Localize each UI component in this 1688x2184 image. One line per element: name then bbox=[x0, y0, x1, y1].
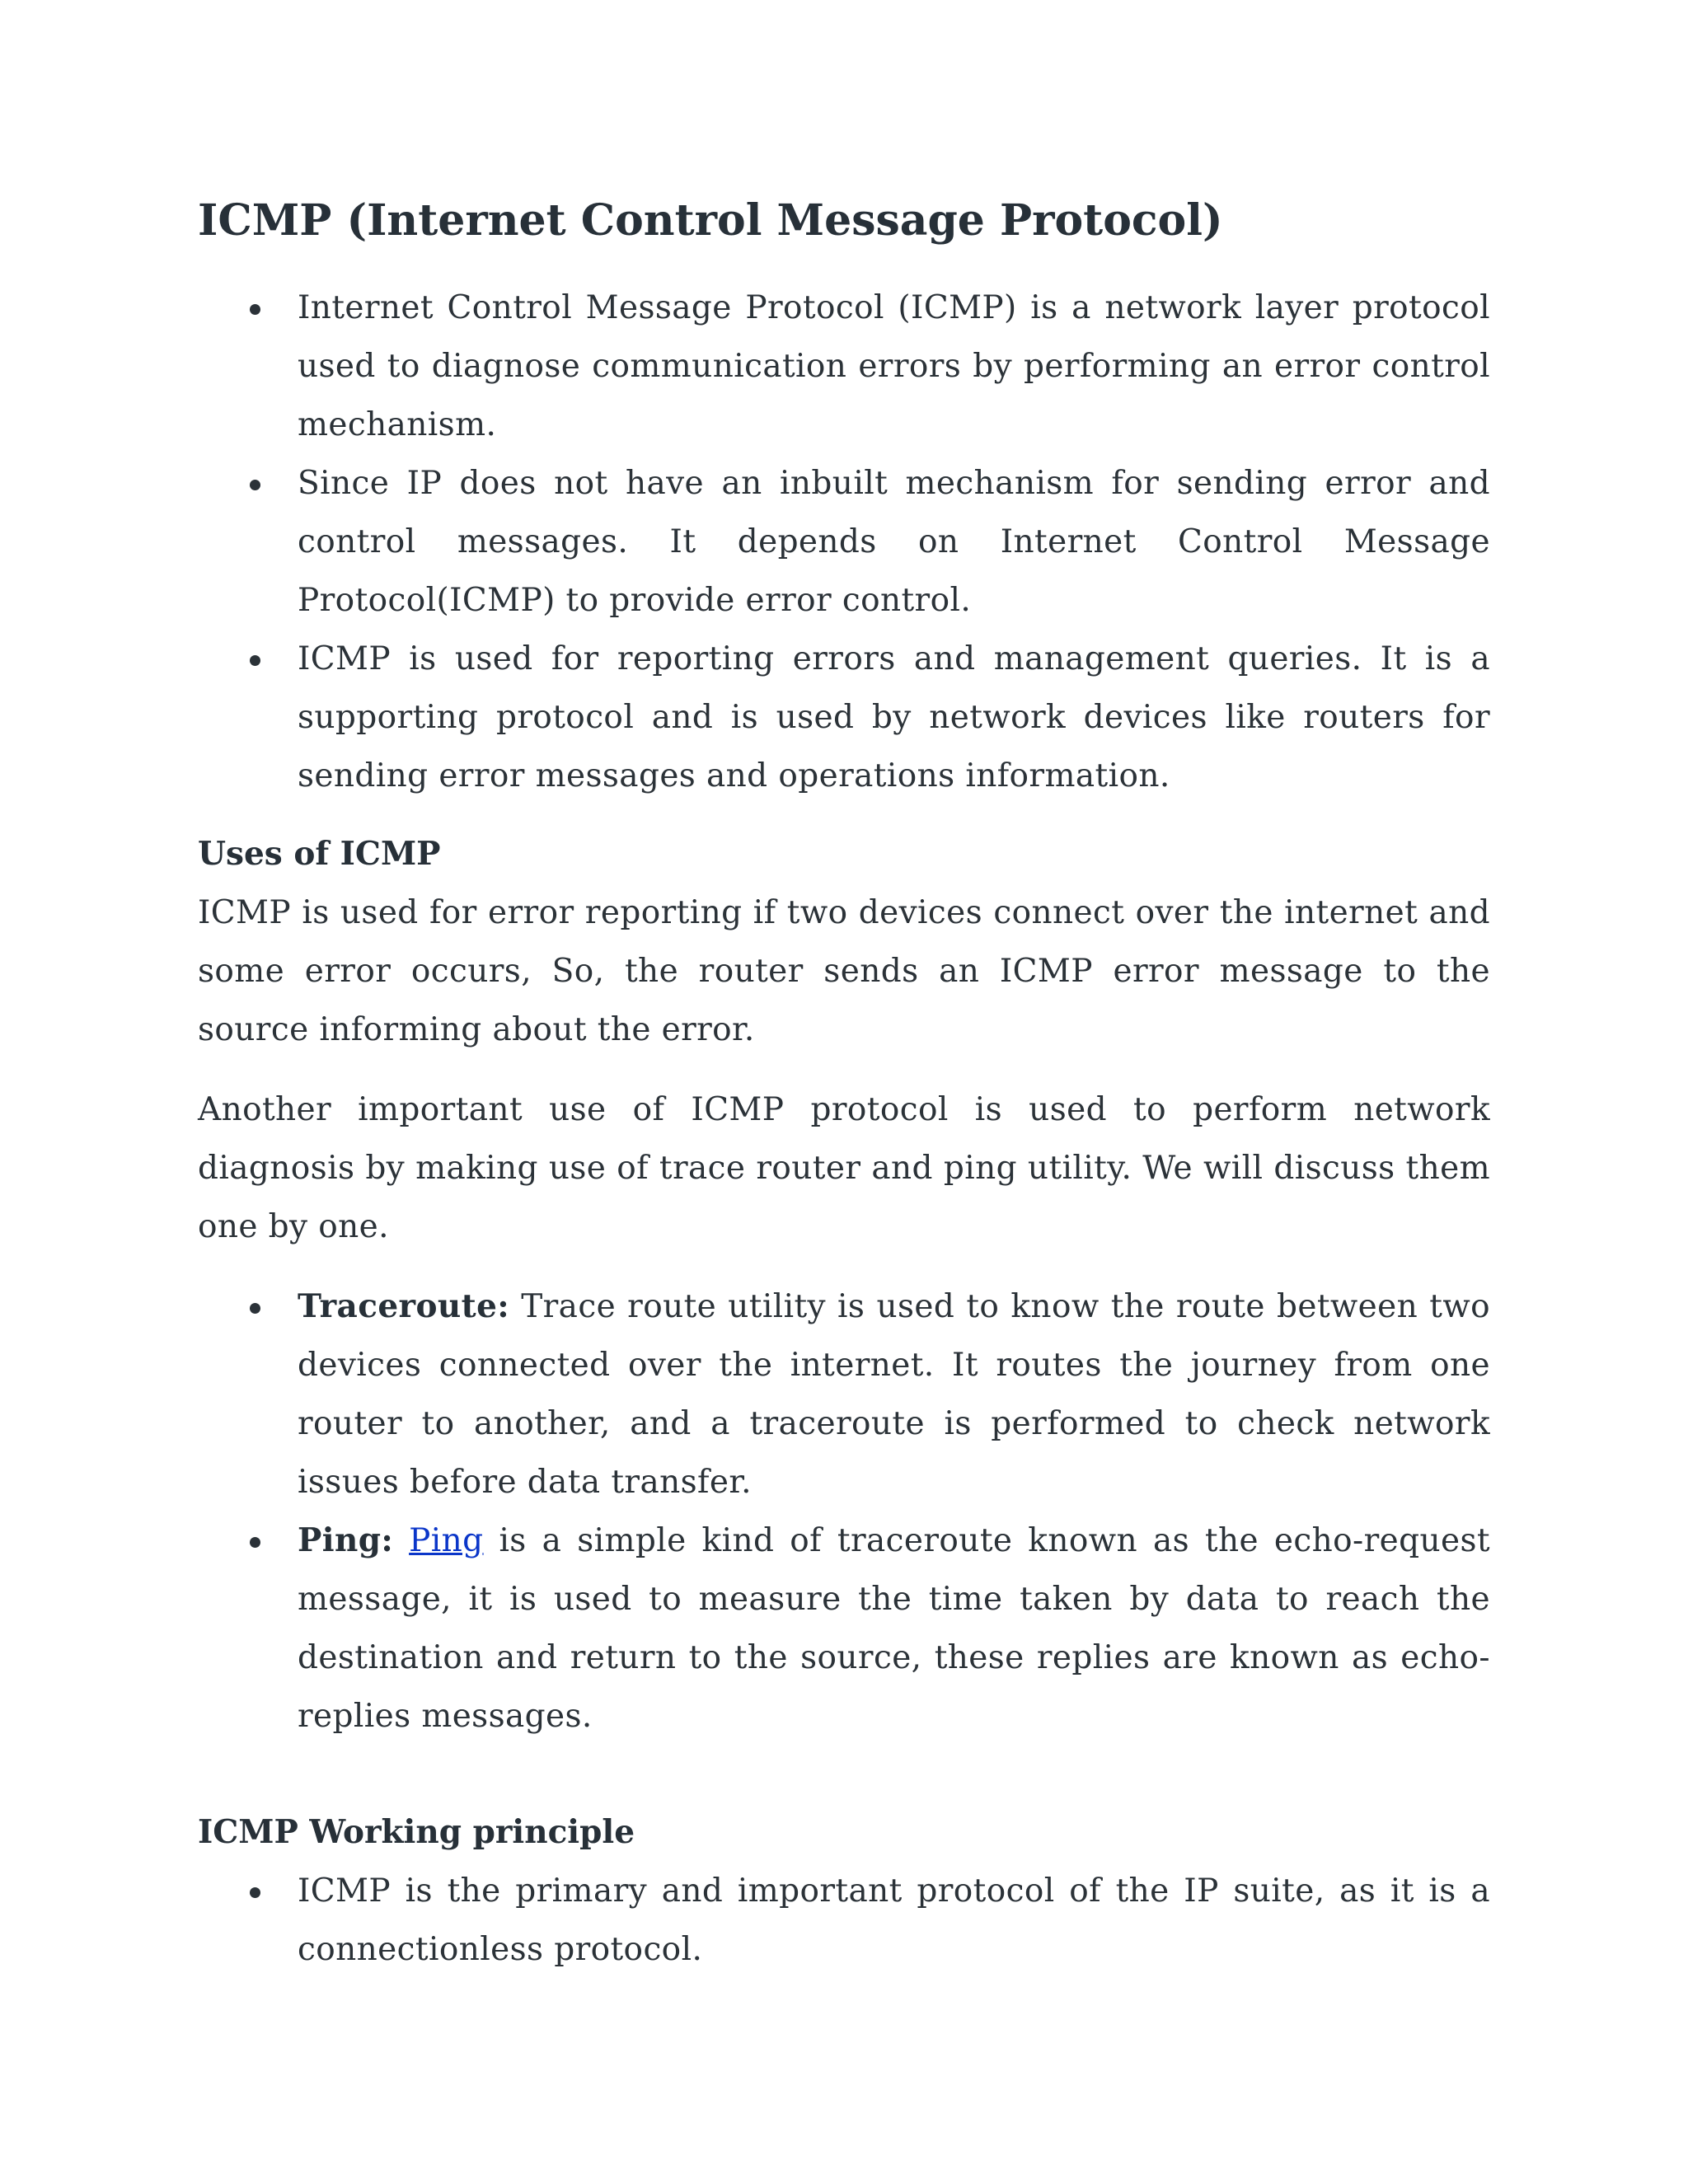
uses-heading: Uses of ICMP bbox=[198, 835, 441, 873]
traceroute-term: Traceroute: bbox=[298, 1287, 510, 1325]
list-item-text: Internet Control Message Protocol (ICMP) is a network layer protocol used to diagnose communication errors by performing an error control mechanism. bbox=[298, 289, 1490, 443]
uses-paragraph-1: ICMP is used for error reporting if two devices connect over the internet and some error occurs, So, the router sends an ICMP error message to the source informing about the error. bbox=[198, 894, 1490, 1048]
list-item bbox=[298, 1862, 1490, 1979]
list-item-text: Since IP does not have an inbuilt mechanism for sending error and control messages. It depends on Internet Control Message Protocol(ICMP) to provide error control. bbox=[298, 465, 1490, 619]
bullet-icon bbox=[250, 1887, 260, 1898]
page-title: ICMP (Internet Control Message Protocol) bbox=[198, 195, 1223, 246]
list-item bbox=[298, 630, 1490, 805]
ping-term: Ping: bbox=[298, 1521, 394, 1559]
list-item-text: ICMP is the primary and important protocol of the IP suite, as it is a connectionless protocol. bbox=[298, 1872, 1490, 1968]
working-principle-heading: ICMP Working principle bbox=[198, 1813, 635, 1851]
bullet-icon bbox=[250, 304, 260, 315]
bullet-icon bbox=[250, 1303, 260, 1314]
list-item bbox=[298, 454, 1490, 630]
uses-paragraph-2: Another important use of ICMP protocol is used to perform network diagnosis by making use of trace router and ping utility. We will discuss them one by one. bbox=[198, 1091, 1490, 1245]
bullet-icon bbox=[250, 480, 260, 490]
list-item-text: ICMP is used for reporting errors and management queries. It is a supporting protocol and is used by network devices like routers for sending error messages and operations information. bbox=[298, 640, 1490, 794]
working-bullet-list bbox=[198, 1862, 1490, 1979]
uses-bullet-list bbox=[198, 1277, 1490, 1746]
bullet-icon bbox=[250, 655, 260, 666]
list-item-ping bbox=[298, 1511, 1490, 1746]
traceroute-description: Trace route utility is used to know the route between two devices connected over the internet. It routes the journey from one router to another, and a traceroute is performed to check network issues before data transfer. bbox=[298, 1288, 1490, 1501]
list-item bbox=[298, 279, 1490, 454]
ping-link[interactable]: Ping bbox=[409, 1522, 484, 1559]
intro-bullet-list bbox=[198, 279, 1490, 805]
list-item-traceroute bbox=[298, 1277, 1490, 1511]
ping-description: is a simple kind of traceroute known as the echo-request message, it is used to measure the time taken by data to reach the destination and return to the source, these replies are known as echo-replies messages. bbox=[298, 1522, 1490, 1735]
bullet-icon bbox=[250, 1537, 260, 1548]
document-page bbox=[198, 191, 1490, 1979]
